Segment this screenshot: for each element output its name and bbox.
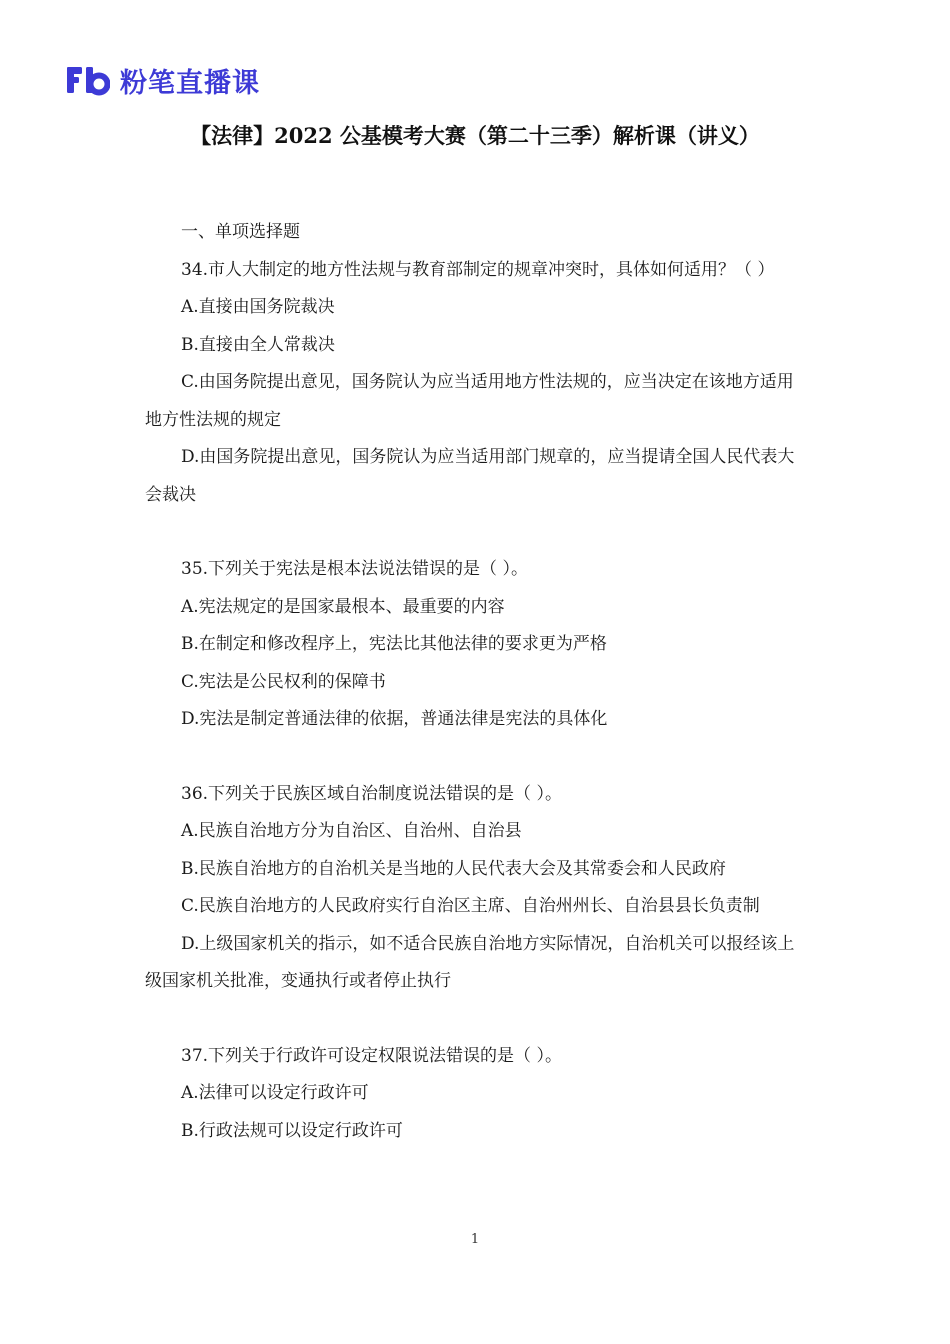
question-stem: 35.下列关于宪法是根本法说法错误的是（ ）。 [181, 559, 528, 579]
logo-text: 粉笔直播课 [120, 67, 260, 99]
spacer [145, 1001, 810, 1038]
option-c: C.宪法是公民权利的保障书 [181, 671, 386, 692]
brand-logo [66, 60, 260, 100]
document-title: 【法律】2022 公基模考大赛（第二十三季）解析课（讲义） [190, 123, 760, 148]
option-d: D.上级国家机关的指示，如不适合民族自治地方实际情况，自治机关可以报经该上级国家机关批准，变通执行或者停止执行 [145, 933, 795, 991]
option-a: A.法律可以设定行政许可 [181, 1083, 369, 1103]
question-36 [145, 776, 810, 1001]
option-b: B.在制定和修改程序上，宪法比其他法律的要求更为严格 [181, 634, 607, 654]
option-b: B.民族自治地方的自治机关是当地的人民代表大会及其常委会和人民政府 [181, 858, 726, 879]
option-d: D.由国务院提出意见，国务院认为应当适用部门规章的，应当提请全国人民代表大会裁决 [145, 447, 795, 505]
option-a: A.宪法规定的是国家最根本、最重要的内容 [181, 596, 505, 617]
question-35 [145, 551, 810, 739]
question-37 [145, 1038, 810, 1151]
fb-logo-icon [66, 64, 110, 96]
question-stem: 36.下列关于民族区域自治制度说法错误的是（ ）。 [181, 783, 562, 804]
question-stem: 37.下列关于行政许可设定权限说法错误的是（ ）。 [181, 1045, 562, 1066]
option-b: B.行政法规可以设定行政许可 [181, 1120, 403, 1141]
spacer [145, 514, 810, 551]
option-c: C.由国务院提出意见，国务院认为应当适用地方性法规的，应当决定在该地方适用地方性法规的规定 [145, 372, 794, 430]
page-number: 1 [470, 1232, 480, 1247]
option-a: A.民族自治地方分为自治区、自治州、自治县 [181, 821, 522, 841]
document-body [145, 214, 810, 1150]
option-a: A.直接由国务院裁决 [181, 297, 335, 317]
option-b: B.直接由全人常裁决 [181, 334, 335, 355]
option-d: D.宪法是制定普通法律的依据，普通法律是宪法的具体化 [181, 709, 608, 729]
spacer [145, 739, 810, 776]
question-stem: 34.市人大制定的地方性法规与教育部制定的规章冲突时，具体如何适用？（ ） [181, 259, 775, 280]
question-34 [145, 252, 810, 515]
section-heading: 一、单项选择题 [181, 222, 300, 242]
option-c: C.民族自治地方的人民政府实行自治区主席、自治州州长、自治县县长负责制 [181, 896, 760, 916]
